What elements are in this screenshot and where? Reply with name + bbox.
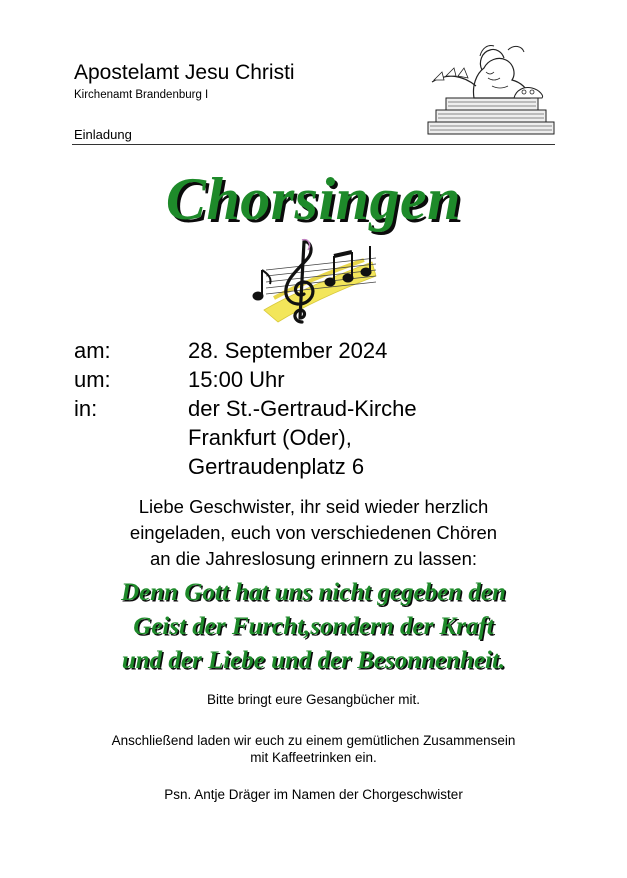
- event-place-row-3: [74, 452, 417, 481]
- event-details: [74, 336, 417, 481]
- organization-subtitle: Kirchenamt Brandenburg I: [74, 89, 209, 101]
- event-date-row: [74, 336, 417, 365]
- organization-name: Apostelamt Jesu Christi: [74, 61, 295, 84]
- header-divider: [72, 144, 555, 145]
- motto-line: und der Liebe und der Besonnenheit.: [121, 647, 506, 674]
- treble-clef-notes-icon: [244, 236, 378, 328]
- afterwards-line: mit Kaffeetrinken ein.: [250, 750, 377, 765]
- place-label: in:: [74, 396, 98, 421]
- event-place-row-2: [74, 423, 417, 452]
- event-place-line1: der St.-Gertraud-Kirche: [188, 396, 417, 421]
- time-label: um:: [74, 367, 111, 392]
- afterwards-line: Anschließend laden wir euch zu einem gemütlichen Zusammensein: [111, 733, 516, 748]
- annual-motto: [30, 576, 597, 678]
- signature: Psn. Antje Dräger im Namen der Chorgeschwister: [164, 787, 463, 802]
- motto-line: Geist der Furcht,sondern der Kraft: [133, 613, 494, 640]
- date-label: am:: [74, 338, 111, 363]
- event-place-line3: Gertraudenplatz 6: [188, 454, 365, 479]
- event-time-row: [74, 365, 417, 394]
- event-date: 28. September 2024: [188, 338, 388, 363]
- event-place-line2: Frankfurt (Oder),: [188, 425, 352, 450]
- invitation-line: Liebe Geschwister, ihr seid wieder herzlich: [138, 496, 489, 517]
- motto-line: Denn Gott hat uns nicht gegeben den: [121, 579, 506, 606]
- lion-lamb-emblem-icon: [424, 42, 558, 136]
- event-time: 15:00 Uhr: [188, 367, 285, 392]
- invitation-line: an die Jahreslosung erinnern zu lassen:: [149, 548, 478, 569]
- afterwards-note: [40, 732, 587, 766]
- event-place-row: [74, 394, 417, 423]
- event-title: Chorsingen: [165, 166, 462, 232]
- invitation-line: eingeladen, euch von verschiedenen Chören: [129, 522, 498, 543]
- invitation-text: [40, 494, 587, 572]
- songbook-note: Bitte bringt eure Gesangbücher mit.: [206, 692, 421, 707]
- document-type: Einladung: [74, 127, 132, 142]
